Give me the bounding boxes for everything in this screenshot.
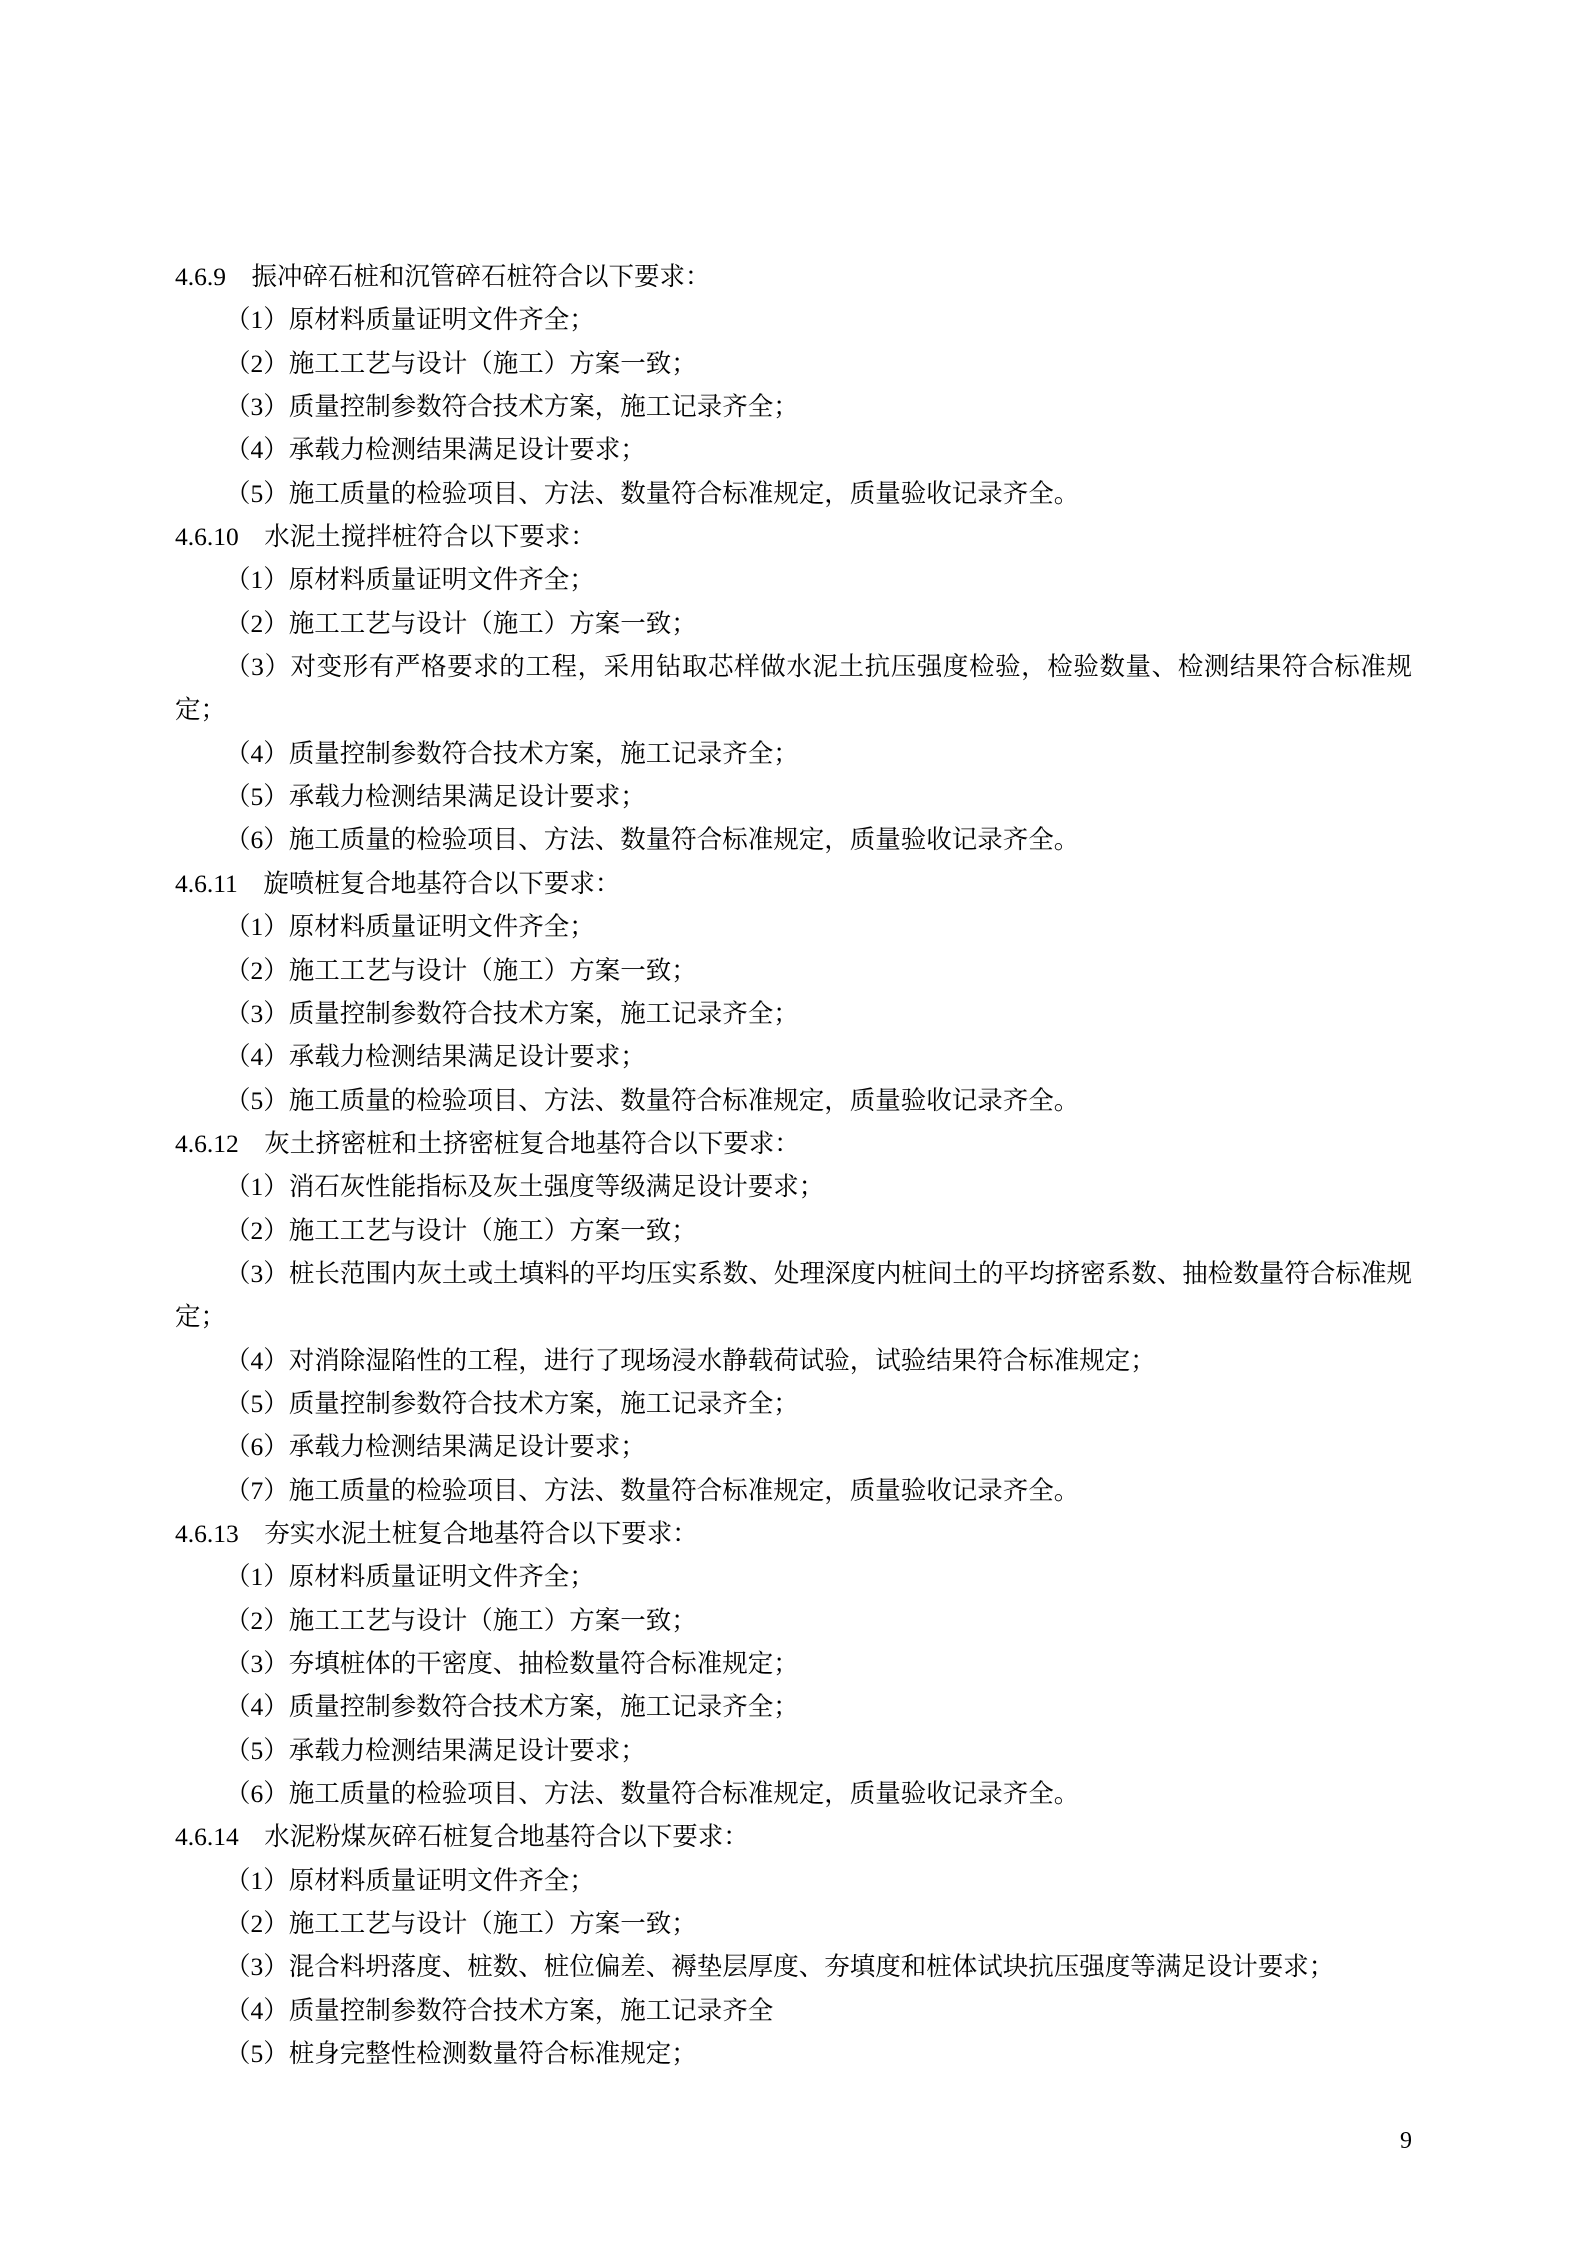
clause-item: （4）质量控制参数符合技术方案，施工记录齐全； <box>225 1692 799 1722</box>
clause-item: （3）质量控制参数符合技术方案，施工记录齐全； <box>225 392 799 422</box>
clause-item: （6）施工质量的检验项目、方法、数量符合标准规定，质量验收记录齐全。 <box>225 825 1080 855</box>
clause-item: （2）施工工艺与设计（施工）方案一致； <box>225 1605 697 1635</box>
clause-item: （5）施工质量的检验项目、方法、数量符合标准规定，质量验收记录齐全。 <box>225 478 1080 508</box>
clause-number: 4.6.13 <box>175 1518 239 1548</box>
document-body <box>175 255 1412 2075</box>
clause-item: （4）质量控制参数符合技术方案，施工记录齐全 <box>225 1995 774 2025</box>
clause-title: 水泥粉煤灰碎石桩复合地基符合以下要求： <box>264 1822 749 1852</box>
clause-item: （4）承载力检测结果满足设计要求； <box>225 435 646 465</box>
clause-item: （6）承载力检测结果满足设计要求； <box>225 1432 646 1462</box>
clause-item: （5）桩身完整性检测数量符合标准规定； <box>225 2039 697 2069</box>
clause-heading <box>175 255 1412 298</box>
clause-item: （1）消石灰性能指标及灰土强度等级满足设计要求； <box>225 1172 825 1202</box>
clause-heading <box>175 862 1412 905</box>
clause-item: （3）混合料坍落度、桩数、桩位偏差、褥垫层厚度、夯填度和桩体试块抗压强度等满足设计要求； <box>225 1952 1335 1982</box>
clause-item: （2）施工工艺与设计（施工）方案一致； <box>225 1215 697 1245</box>
clause-number: 4.6.11 <box>175 868 238 898</box>
clause-item: （2）施工工艺与设计（施工）方案一致； <box>225 608 697 638</box>
clause-heading <box>175 515 1412 558</box>
clause-item: （3）对变形有严格要求的工程，采用钻取芯样做水泥土抗压强度检验，检验数量、检测结果符合标准规定； <box>175 652 1412 725</box>
clause-item: （3）桩长范围内灰土或土填料的平均压实系数、处理深度内桩间土的平均挤密系数、抽检数量符合标准规定； <box>175 1258 1412 1332</box>
clause-item: （5）施工质量的检验项目、方法、数量符合标准规定，质量验收记录齐全。 <box>225 1085 1080 1115</box>
clause-item: （1）原材料质量证明文件齐全； <box>225 565 595 595</box>
clause-number: 4.6.10 <box>175 522 239 552</box>
clause-number: 4.6.14 <box>175 1822 239 1852</box>
clause-item: （1）原材料质量证明文件齐全； <box>225 1562 595 1592</box>
clause-item: （4）对消除湿陷性的工程，进行了现场浸水静载荷试验，试验结果符合标准规定； <box>225 1345 1156 1375</box>
clause-title: 振冲碎石桩和沉管碎石桩符合以下要求： <box>251 262 711 291</box>
clause-title: 夯实水泥土桩复合地基符合以下要求： <box>264 1518 698 1548</box>
clause-item: （4）承载力检测结果满足设计要求； <box>225 1042 646 1072</box>
clause-item: （3）质量控制参数符合技术方案，施工记录齐全； <box>225 998 799 1028</box>
clause-number: 4.6.9 <box>175 262 226 291</box>
clause-title: 水泥土搅拌桩符合以下要求： <box>264 522 596 552</box>
clause-item: （7）施工质量的检验项目、方法、数量符合标准规定，质量验收记录齐全。 <box>225 1475 1080 1505</box>
clause-item: （5）承载力检测结果满足设计要求； <box>225 1735 646 1765</box>
clause-item: （1）原材料质量证明文件齐全； <box>225 912 595 942</box>
clause-item: （5）承载力检测结果满足设计要求； <box>225 782 646 812</box>
clause-item: （1）原材料质量证明文件齐全； <box>225 305 595 335</box>
clause-heading <box>175 1512 1412 1555</box>
clause-item: （1）原材料质量证明文件齐全； <box>225 1865 595 1895</box>
clause-item: （3）夯填桩体的干密度、抽检数量符合标准规定； <box>225 1649 799 1678</box>
clause-item: （2）施工工艺与设计（施工）方案一致； <box>225 955 697 985</box>
clause-item: （2）施工工艺与设计（施工）方案一致； <box>225 1909 697 1939</box>
clause-item: （2）施工工艺与设计（施工）方案一致； <box>225 348 697 378</box>
clause-heading <box>175 1122 1412 1165</box>
clause-heading <box>175 1815 1412 1858</box>
clause-title: 灰土挤密桩和土挤密桩复合地基符合以下要求： <box>264 1128 800 1158</box>
page-number: 9 <box>1400 2128 1412 2154</box>
clause-item: （5）质量控制参数符合技术方案，施工记录齐全； <box>225 1388 799 1418</box>
clause-item: （4）质量控制参数符合技术方案，施工记录齐全； <box>225 738 799 768</box>
clause-title: 旋喷桩复合地基符合以下要求： <box>263 868 621 898</box>
clause-number: 4.6.12 <box>175 1128 239 1158</box>
clause-item: （6）施工质量的检验项目、方法、数量符合标准规定，质量验收记录齐全。 <box>225 1779 1080 1809</box>
